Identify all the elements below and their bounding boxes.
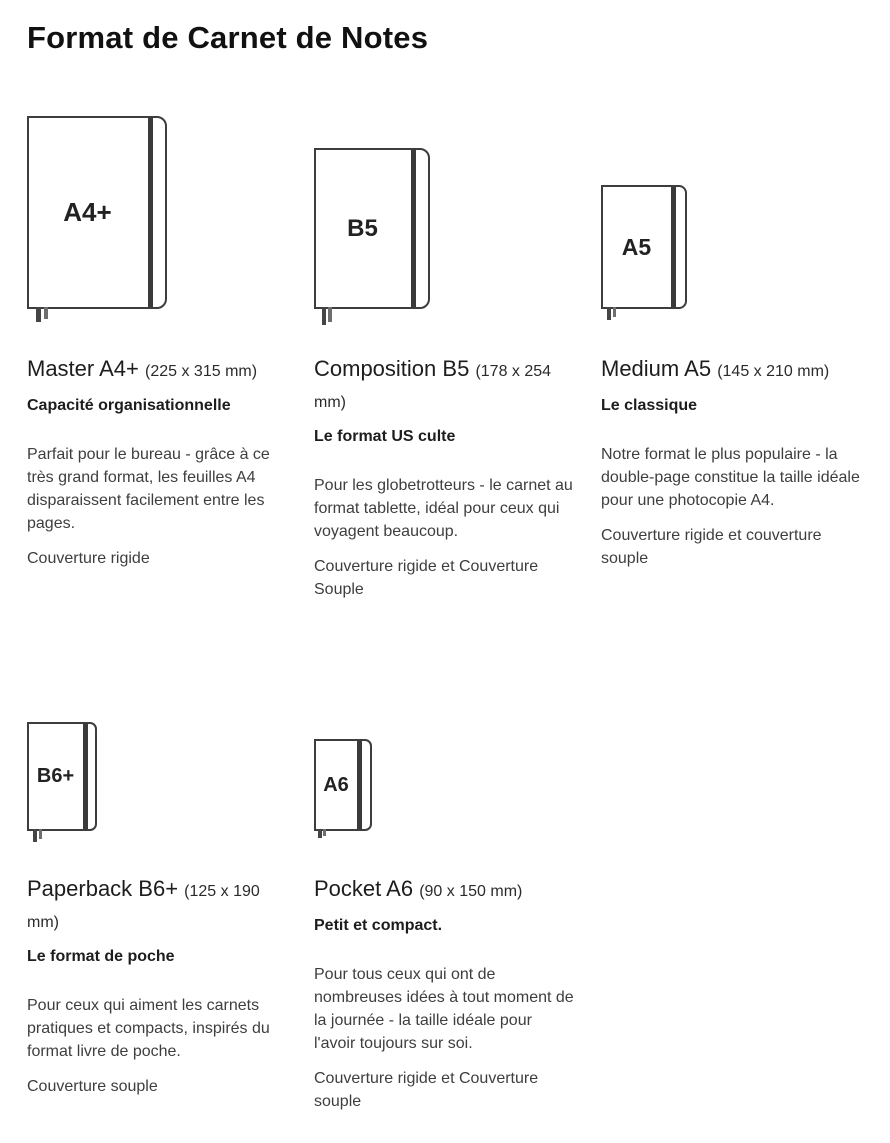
elastic-band [357, 741, 362, 829]
format-name: Pocket A6 [314, 876, 414, 901]
bookmark-ribbon [323, 829, 326, 836]
notebook-graphic-a6 [314, 739, 372, 831]
page-title: Format de Carnet de Notes [27, 20, 429, 55]
notebook-size-label: A5 [621, 233, 652, 260]
format-title [27, 875, 287, 937]
format-title [314, 875, 574, 906]
format-card-composition-b5 [314, 94, 574, 601]
format-description: Parfait pour le bureau - grâce à ce très grand format, les feuilles A4 disparaissent facilement entre les pages. [27, 446, 270, 532]
format-description: Pour ceux qui aiment les carnets pratiques et compacts, inspirés du format livre de poche. [27, 997, 270, 1060]
format-name: Composition B5 [314, 356, 470, 381]
format-description: Pour tous ceux qui ont de nombreuses idées à tout moment de la journée - la taille idéale pour l'avoir toujours sur soi. [314, 966, 574, 1052]
format-dimensions: (90 x 150 mm) [419, 883, 523, 900]
format-title [27, 355, 287, 386]
format-tagline: Le format US culte [314, 428, 456, 445]
format-card-pocket-a6 [314, 719, 574, 1113]
format-cover-options: Couverture rigide et couverture souple [601, 527, 822, 567]
notebook-graphic-a5 [601, 185, 687, 309]
format-card-master-a4plus [27, 94, 287, 601]
format-description: Pour les globetrotteurs - le carnet au format tablette, idéal pour ceux qui voyagent beaucoup. [314, 477, 573, 540]
notebook-size-label: A4+ [63, 197, 112, 227]
format-tagline: Le classique [601, 397, 698, 414]
notebook-graphic-a4plus [27, 116, 167, 309]
notebook-illustration-area [601, 94, 861, 309]
bookmark-ribbon [322, 307, 326, 325]
elastic-band [411, 150, 416, 307]
format-name: Medium A5 [601, 356, 712, 381]
notebook-illustration-area [27, 94, 287, 309]
format-dimensions: (145 x 210 mm) [717, 363, 830, 380]
format-title [601, 355, 861, 386]
format-cover-options: Couverture souple [27, 1078, 158, 1095]
format-cover-options: Couverture rigide et Couverture Souple [314, 558, 539, 598]
format-card-medium-a5 [601, 94, 861, 601]
notebook-size-label: B6+ [36, 765, 75, 787]
format-tagline: Petit et compact. [314, 917, 443, 934]
bookmark-ribbon [607, 307, 611, 320]
notebook-size-label: B5 [347, 214, 378, 242]
format-dimensions: (225 x 315 mm) [145, 363, 258, 380]
notebook-illustration-area [314, 94, 574, 309]
notebook-illustration-area [314, 719, 574, 831]
bookmark-ribbon [613, 307, 616, 317]
format-dimensions: (178 x 254 mm) [314, 363, 552, 411]
bookmark-ribbon [328, 307, 332, 322]
format-name: Master A4+ [27, 356, 139, 381]
format-tagline: Le format de poche [27, 948, 175, 965]
bookmark-ribbon [44, 307, 48, 319]
format-tagline: Capacité organisationnelle [27, 397, 231, 414]
notebook-size-label: A6 [323, 773, 349, 796]
elastic-band [83, 724, 88, 829]
bookmark-ribbon [318, 829, 322, 838]
empty-grid-cell [601, 719, 861, 1113]
notebook-illustration-area [27, 719, 287, 831]
elastic-band [671, 187, 676, 307]
format-title [314, 355, 574, 417]
elastic-band [148, 118, 153, 307]
format-description: Notre format le plus populaire - la double-page constitue la taille idéale pour une photocopie A4. [601, 446, 860, 509]
formats-grid [27, 94, 863, 1113]
bookmark-ribbon [36, 307, 41, 322]
notebook-graphic-b6plus [27, 722, 97, 831]
bookmark-ribbon [33, 829, 37, 842]
notebook-graphic-b5 [314, 148, 430, 309]
bookmark-ribbon [39, 829, 42, 839]
format-dimensions: (125 x 190 mm) [27, 883, 260, 931]
format-card-paperback-b6plus [27, 719, 287, 1113]
format-cover-options: Couverture rigide [27, 550, 150, 567]
format-cover-options: Couverture rigide et Couverture souple [314, 1070, 539, 1110]
format-name: Paperback B6+ [27, 876, 179, 901]
